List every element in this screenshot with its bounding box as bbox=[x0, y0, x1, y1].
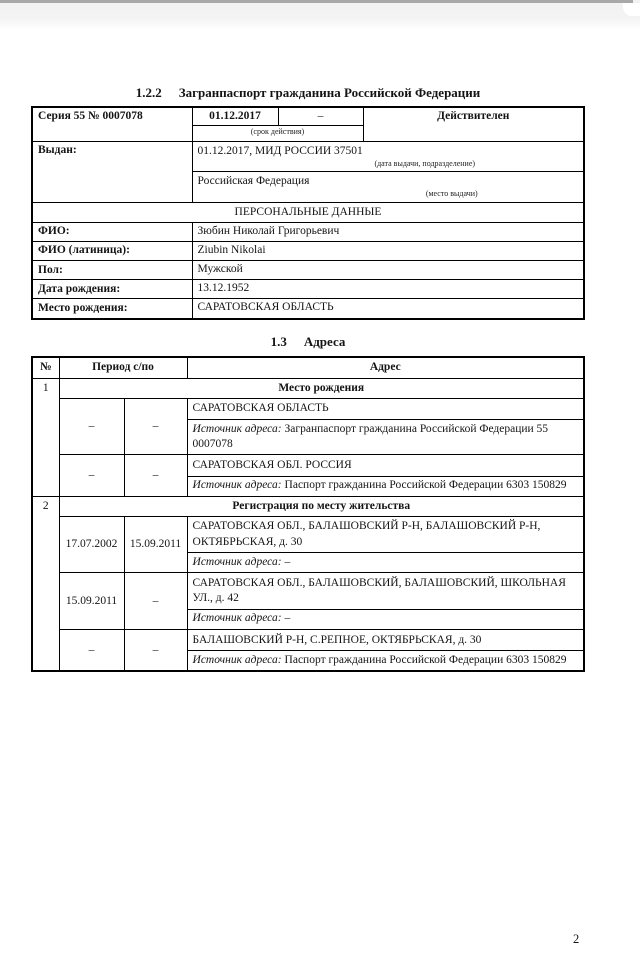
group-1-number: 1 bbox=[32, 378, 59, 496]
group-2-title: Регистрация по месту жительства bbox=[59, 496, 584, 516]
personal-data-header: ПЕРСОНАЛЬНЫЕ ДАННЫЕ bbox=[32, 202, 584, 222]
entry-2-source bbox=[188, 476, 583, 496]
issued-cell bbox=[192, 141, 584, 172]
addresses-section-number: 1.3 bbox=[270, 333, 287, 349]
gender-value: Мужской bbox=[192, 261, 584, 280]
entry-3-source bbox=[188, 552, 583, 572]
entry-2-to: – bbox=[124, 455, 187, 496]
group-2-number: 2 bbox=[32, 496, 59, 671]
source-label: Источник адреса: bbox=[192, 555, 282, 568]
passport-issued-row bbox=[32, 141, 584, 172]
birthdate-value: 13.12.1952 bbox=[192, 280, 584, 299]
entry-5-address: БАЛАШОВСКИЙ Р-Н, С.РЕПНОЕ, ОКТЯБРЬСКАЯ, д. 30 bbox=[192, 633, 482, 646]
field-row-birthplace bbox=[32, 299, 584, 319]
address-entry-row bbox=[32, 573, 584, 630]
address-entry-row bbox=[32, 455, 584, 496]
entry-4-source bbox=[188, 609, 583, 629]
fio-latin-value: Ziubin Nikolai bbox=[192, 241, 584, 260]
address-entry-row bbox=[32, 630, 584, 672]
entry-5-source-value: Паспорт гражданина Российской Федерации 6303 150829 bbox=[284, 653, 567, 666]
passport-section-number: 1.2.2 bbox=[135, 85, 162, 100]
page-number: 2 bbox=[573, 932, 580, 946]
entry-1-source-value: Загранпаспорт гражданина Российской Федерации 55 0007078 bbox=[192, 422, 549, 450]
fio-label: ФИО: bbox=[32, 222, 192, 241]
issue-place-caption: (место выдачи) bbox=[425, 189, 478, 199]
entry-4-source-value: – bbox=[284, 612, 291, 625]
issued-value: 01.12.2017, МИД РОССИИ 37501 bbox=[197, 144, 363, 157]
source-label: Источник адреса: bbox=[192, 422, 282, 435]
birthplace-value: САРАТОВСКАЯ ОБЛАСТЬ bbox=[192, 299, 584, 319]
birthplace-label: Место рождения: bbox=[32, 299, 192, 319]
entry-4-to: – bbox=[124, 573, 187, 630]
field-row-birthdate bbox=[32, 280, 584, 299]
addresses-section-heading bbox=[31, 335, 585, 350]
entry-3-address: САРАТОВСКАЯ ОБЛ., БАЛАШОВСКИЙ Р-Н, БАЛАШОВСКИЙ Р-Н, ОКТЯБРЬСКАЯ, д. 30 bbox=[192, 520, 541, 548]
entry-3-address-cell bbox=[187, 516, 584, 573]
addresses-section-title: Адреса bbox=[303, 333, 346, 349]
entry-3-from: 17.07.2002 bbox=[59, 516, 124, 573]
entry-5-to: – bbox=[124, 630, 187, 672]
personal-data-header-row bbox=[32, 202, 584, 222]
entry-2-from: – bbox=[59, 455, 124, 496]
issue-place-cell bbox=[192, 172, 584, 203]
field-row-gender bbox=[32, 261, 584, 280]
source-label: Источник адреса: bbox=[192, 653, 282, 666]
fio-latin-label: ФИО (латиница): bbox=[32, 241, 192, 260]
address-entry-row bbox=[32, 516, 584, 573]
entry-1-source bbox=[188, 419, 583, 454]
entry-1-address-cell bbox=[187, 398, 584, 455]
group-2-title-row bbox=[32, 496, 584, 516]
birthdate-label: Дата рождения: bbox=[32, 280, 192, 299]
col-header-address: Адрес bbox=[187, 357, 584, 379]
entry-1-address: САРАТОВСКАЯ ОБЛАСТЬ bbox=[192, 402, 329, 415]
passport-valid-from: 01.12.2017 bbox=[192, 107, 278, 126]
source-label: Источник адреса: bbox=[192, 479, 282, 492]
entry-5-from: – bbox=[59, 630, 124, 672]
issued-label: Выдан: bbox=[32, 141, 192, 202]
passport-table bbox=[31, 106, 585, 320]
addresses-table bbox=[31, 356, 585, 673]
entry-4-from: 15.09.2011 bbox=[59, 573, 124, 630]
entry-5-address-cell bbox=[187, 630, 584, 672]
group-1-title-row bbox=[32, 378, 584, 398]
field-row-fio bbox=[32, 222, 584, 241]
address-entry-row bbox=[32, 398, 584, 455]
validity-caption: (срок действия) bbox=[192, 126, 363, 141]
entry-2-address-cell bbox=[187, 455, 584, 496]
entry-2-address: САРАТОВСКАЯ ОБЛ. РОССИЯ bbox=[192, 458, 352, 471]
issue-place-value: Российская Федерация bbox=[197, 175, 310, 188]
document-content bbox=[31, 0, 585, 672]
passport-series: Серия 55 № 0007078 bbox=[32, 107, 192, 141]
passport-valid-to: – bbox=[278, 107, 363, 126]
entry-1-from: – bbox=[59, 398, 124, 455]
fio-value: Зюбин Николай Григорьевич bbox=[192, 222, 584, 241]
group-1-title: Место рождения bbox=[59, 378, 584, 398]
addresses-header-row bbox=[32, 357, 584, 379]
issued-caption: (дата выдачи, подразделение) bbox=[374, 158, 476, 168]
passport-validity-row bbox=[32, 107, 584, 126]
entry-3-source-value: – bbox=[284, 555, 291, 568]
entry-2-source-value: Паспорт гражданина Российской Федерации 6303 150829 bbox=[284, 479, 567, 492]
viewer-top-corner bbox=[623, 3, 640, 16]
source-label: Источник адреса: bbox=[192, 612, 282, 625]
col-header-period: Период с/по bbox=[59, 357, 187, 379]
entry-1-to: – bbox=[124, 398, 187, 455]
entry-3-to: 15.09.2011 bbox=[124, 516, 187, 573]
entry-5-source bbox=[188, 650, 583, 670]
passport-section-heading bbox=[31, 86, 585, 101]
field-row-fio-latin bbox=[32, 241, 584, 260]
entry-4-address: САРАТОВСКАЯ ОБЛ., БАЛАШОВСКИЙ, БАЛАШОВСКИЙ, ШКОЛЬНАЯ УЛ., д. 42 bbox=[192, 576, 566, 605]
col-header-num: № bbox=[32, 357, 59, 379]
passport-status: Действителен bbox=[363, 107, 584, 141]
gender-label: Пол: bbox=[32, 261, 192, 280]
passport-section-title: Загранпаспорт гражданина Российской Федерации bbox=[178, 85, 481, 100]
entry-4-address-cell bbox=[187, 573, 584, 630]
